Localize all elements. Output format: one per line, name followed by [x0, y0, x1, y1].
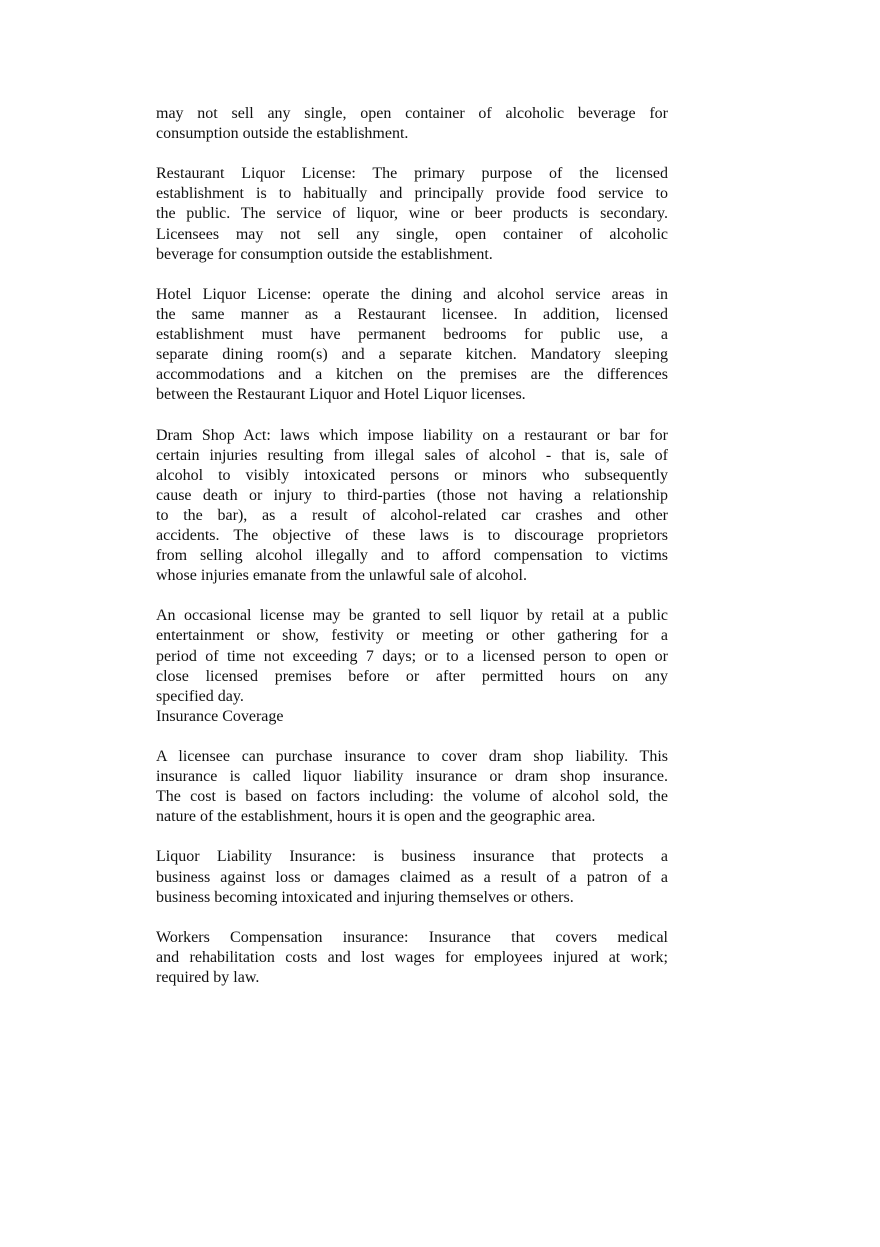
text-line: cause death or injury to third-parties (those not having a relationship	[156, 486, 668, 504]
text-line: insurance is called liquor liability insurance or dram shop insurance.	[156, 768, 668, 786]
text-line: Restaurant Liquor License: The primary purpose of the licensed	[156, 165, 668, 183]
paragraph-restaurant-liquor-license	[156, 164, 668, 264]
text-line: An occasional license may be granted to sell liquor by retail at a public	[156, 607, 668, 625]
text-line: between the Restaurant Liquor and Hotel Liquor licenses.	[156, 386, 526, 404]
paragraph-spacer	[156, 586, 668, 606]
text-line: from selling alcohol illegally and to afford compensation to victims	[156, 547, 668, 565]
paragraph-spacer	[156, 144, 668, 164]
document-page	[156, 104, 668, 988]
text-line: business becoming intoxicated and injuring themselves or others.	[156, 888, 574, 906]
paragraph-dram-shop-act	[156, 426, 668, 587]
text-line: establishment is to habitually and principally provide food service to	[156, 185, 668, 203]
text-line: establishment must have permanent bedrooms for public use, a	[156, 326, 668, 344]
text-line: A licensee can purchase insurance to cover dram shop liability. This	[156, 748, 668, 765]
text-line: the public. The service of liquor, wine or beer products is secondary.	[156, 205, 668, 223]
text-line: close licensed premises before or after permitted hours on any	[156, 667, 668, 685]
paragraph-spacer	[156, 908, 668, 928]
text-line: required by law.	[156, 969, 260, 987]
text-line: consumption outside the establishment.	[156, 125, 409, 143]
text-line: entertainment or show, festivity or meeting or other gathering for a	[156, 627, 668, 645]
text-line: to the bar), as a result of alcohol-related car crashes and other	[156, 506, 668, 524]
text-line: beverage for consumption outside the establishment.	[156, 245, 493, 263]
paragraph-hotel-liquor-license	[156, 285, 668, 406]
text-line: Workers Compensation insurance: Insurance that covers medical	[156, 928, 668, 946]
text-line: Insurance Coverage	[156, 707, 284, 725]
text-line: Dram Shop Act: laws which impose liability on a restaurant or bar for	[156, 426, 668, 444]
text-line: specified day.	[156, 687, 244, 705]
text-line: accidents. The objective of these laws is to discourage proprietors	[156, 526, 668, 544]
paragraph-occasional-license	[156, 606, 668, 727]
paragraph-spacer	[156, 265, 668, 285]
text-line: Liquor Liability Insurance: is business insurance that protects a	[156, 848, 668, 866]
paragraph-workers-compensation	[156, 928, 668, 988]
paragraph-container-sale-restriction	[156, 104, 668, 144]
paragraph-liquor-liability-insurance	[156, 847, 668, 907]
paragraph-dram-shop-insurance	[156, 747, 668, 827]
text-line: period of time not exceeding 7 days; or to a licensed person to open or	[156, 647, 668, 665]
text-line: may not sell any single, open container of alcoholic beverage for	[156, 105, 668, 122]
text-line: nature of the establishment, hours it is open and the geographic area.	[156, 808, 596, 826]
text-line: accommodations and a kitchen on the premises are the differences	[156, 366, 668, 384]
text-line: Hotel Liquor License: operate the dining and alcohol service areas in	[156, 285, 668, 303]
text-line: and rehabilitation costs and lost wages for employees injured at work;	[156, 948, 668, 966]
paragraph-spacer	[156, 827, 668, 847]
text-line: alcohol to visibly intoxicated persons or minors who subsequently	[156, 466, 668, 484]
text-line: certain injuries resulting from illegal sales of alcohol - that is, sale of	[156, 446, 668, 464]
text-line: whose injuries emanate from the unlawful sale of alcohol.	[156, 567, 527, 585]
text-line: the same manner as a Restaurant licensee. In addition, licensed	[156, 305, 668, 323]
text-line: Licensees may not sell any single, open container of alcoholic	[156, 225, 668, 243]
paragraph-spacer	[156, 727, 668, 747]
paragraph-spacer	[156, 405, 668, 425]
text-line: business against loss or damages claimed as a result of a patron of a	[156, 868, 668, 886]
text-line: The cost is based on factors including: the volume of alcohol sold, the	[156, 788, 668, 806]
text-line: separate dining room(s) and a separate kitchen. Mandatory sleeping	[156, 346, 668, 364]
